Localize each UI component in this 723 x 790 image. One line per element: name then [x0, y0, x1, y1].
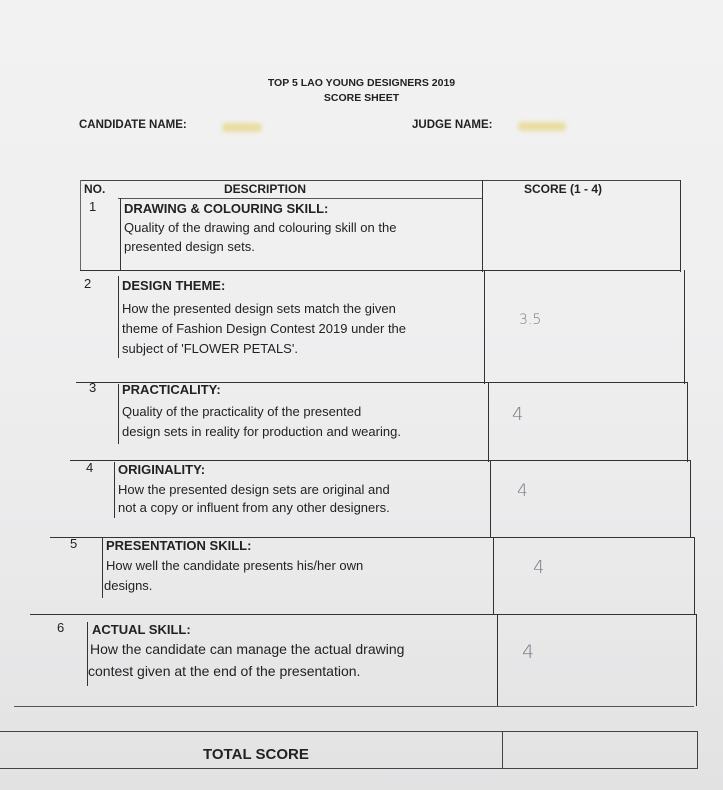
row-description-line: How the presented design sets are original and [118, 482, 390, 497]
row-number: 1 [89, 199, 97, 214]
score-handwritten: 4 [512, 404, 524, 425]
sheet-title: TOP 5 LAO YOUNG DESIGNERS 2019 [267, 77, 456, 89]
row-heading: DESIGN THEME: [122, 278, 226, 293]
row-heading: PRACTICALITY: [122, 382, 221, 397]
row-description-line: How the candidate can manage the actual drawing [90, 641, 405, 657]
row-description-line: How the presented design sets match the given [122, 301, 396, 316]
candidate-name-redaction [222, 123, 262, 132]
row-description-line: How well the candidate presents his/her own [106, 558, 364, 573]
row-description-line: presented design sets. [124, 239, 255, 254]
row-description-line: designs. [104, 578, 153, 593]
row-heading: ACTUAL SKILL: [92, 622, 191, 637]
row-description-line: not a copy or influent from any other designers. [118, 500, 390, 515]
row-description-line: contest given at the end of the presentation. [88, 663, 361, 679]
row-description-line: subject of 'FLOWER PETALS'. [122, 341, 298, 356]
score-handwritten: 4 [517, 481, 528, 501]
row-description-line: design sets in reality for production and wearing. [122, 424, 401, 439]
row-number: 4 [86, 460, 94, 475]
row-heading: PRESENTATION SKILL: [106, 538, 252, 553]
score-handwritten: 4 [533, 557, 545, 578]
score-handwritten: 3.5 [519, 312, 542, 328]
judge-name-redaction [518, 122, 566, 131]
candidate-name-label: CANDIDATE NAME: [79, 119, 187, 131]
row-heading: DRAWING & COLOURING SKILL: [124, 201, 329, 216]
total-score-label: TOTAL SCORE [203, 746, 309, 763]
score-handwritten: 4 [522, 641, 535, 663]
judge-name-label: JUDGE NAME: [412, 119, 493, 131]
sheet-subtitle: SCORE SHEET [323, 92, 400, 104]
column-header-description: DESCRIPTION [224, 182, 307, 196]
row-description-line: Quality of the practicality of the presented [122, 404, 362, 419]
row-number: 3 [89, 380, 97, 395]
row-number: 6 [57, 620, 65, 635]
row-number: 5 [70, 536, 78, 551]
column-header-no: NO. [84, 182, 106, 196]
row-heading: ORIGINALITY: [118, 462, 206, 477]
column-header-score: SCORE (1 - 4) [524, 182, 603, 196]
row-description-line: Quality of the drawing and colouring skill on the [124, 220, 397, 235]
row-description-line: theme of Fashion Design Contest 2019 under the [122, 321, 407, 336]
row-number: 2 [84, 276, 92, 291]
